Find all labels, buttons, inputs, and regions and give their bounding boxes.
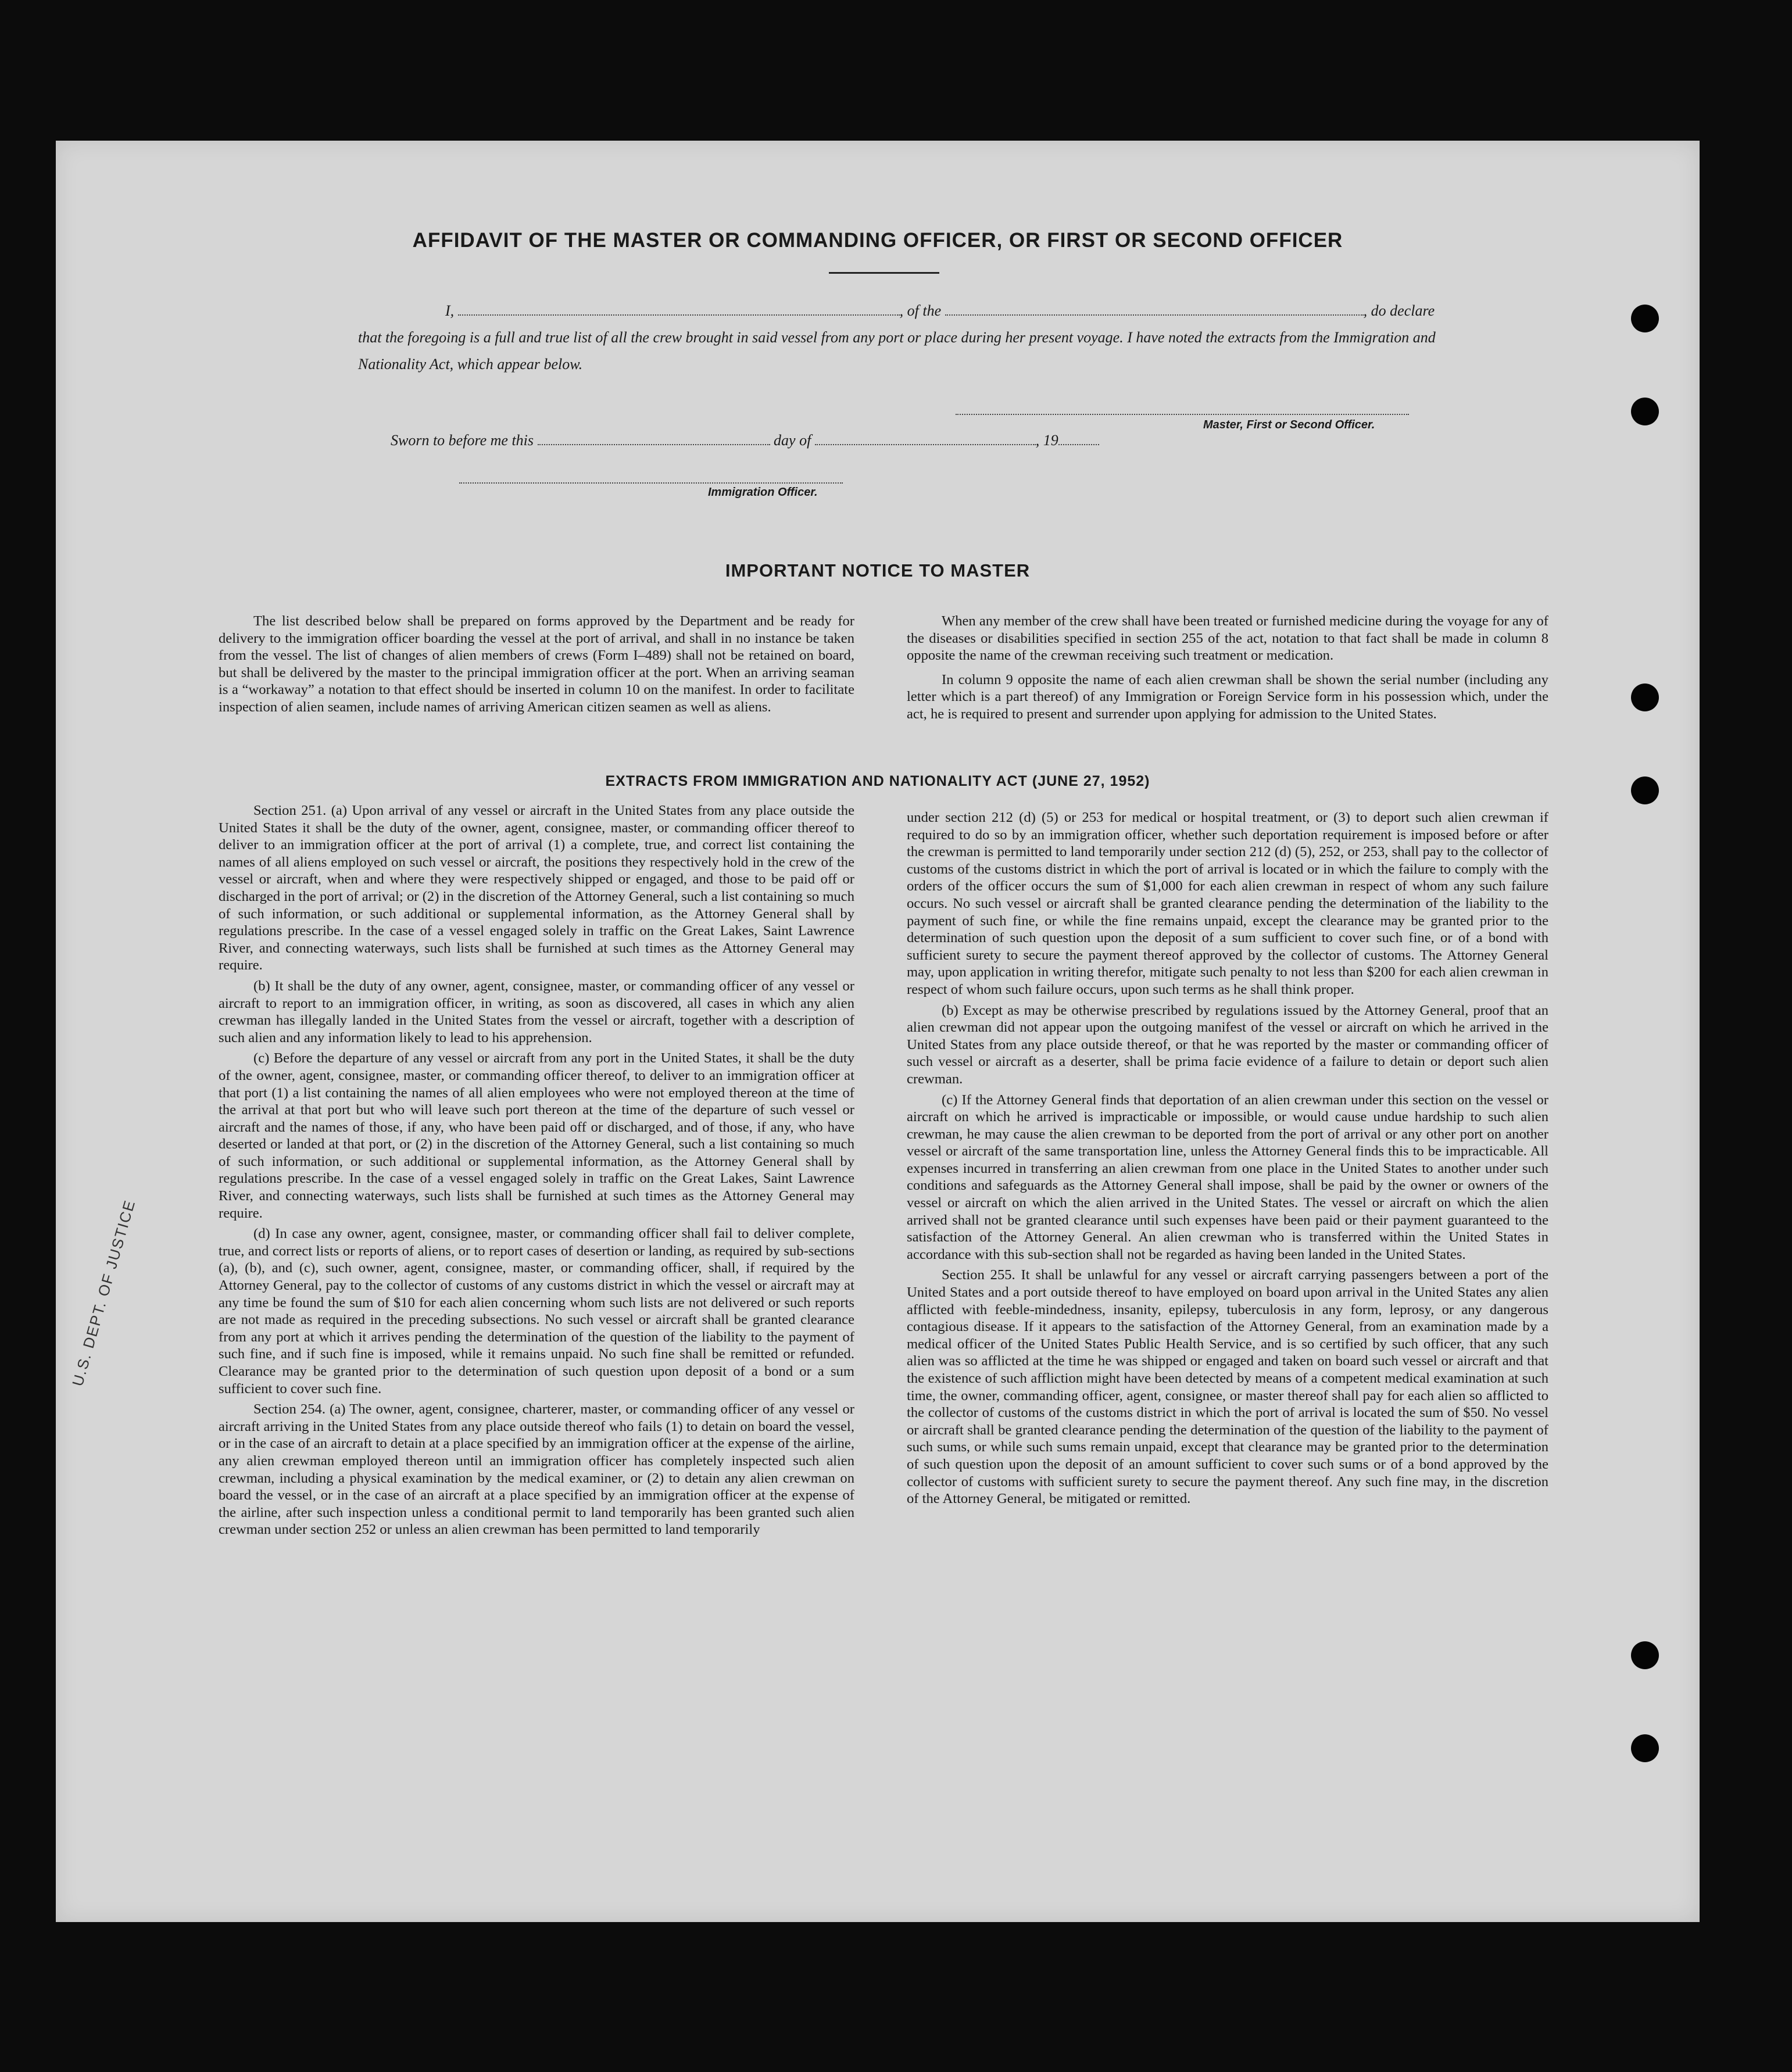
master-signature-line[interactable] (956, 414, 1409, 415)
title-divider (829, 272, 939, 274)
section-251-d: (d) In case any owner, agent, consignee, master, or commanding officer shall fail to deliver complete, true, and correct lists or reports of aliens, or to report cases of desertion or landing, as required by sub-sections (a), (b), and (c), such owner, agent, consignee, master, or commanding officer, shall, if required by the Attorney General, pay to the collector of customs of any customs district in which the vessel or aircraft may at any time be found the sum of $10 for each alien concerning whom such lists are not delivered or such reports are not made as required in the preceding subsections. No such vessel or aircraft shall be granted clearance from any port at which it arrives pending the determination of the question of the liability to the payment of such fine, and if such fine is imposed, while it remains unpaid. No such fine shall be remitted or refunded. Clearance may be granted prior to the determination of such question upon deposit of a bond or a sum sufficient to cover such fine. (219, 1226, 854, 1397)
section-255: Section 255. It shall be unlawful for any vessel or aircraft carrying passengers between a port of the United States and a port outside thereof to have employed on board upon arrival in the United States any alien afflicted with feeble-mindedness, insanity, epilepsy, tuberculosis in any form, leprosy, or any dangerous contagious disease. If it appears to the satisfaction of the Attorney General, from an examination made by a medical officer of the United States Public Health Service, and is so certified by such officer, that any such alien was so afflicted at the time he was shipped or engaged and taken on board such vessel or aircraft and that the existence of such affliction might have been detected by means of a competent medical examination at such time, the owner, commanding officer, agent, consignee, or master thereof shall pay for each alien so afflicted to the collector of customs of the customs district in which the port of arrival is located the sum of $50. No vessel or aircraft shall be granted clearance pending the determination of the question of the liability to the payment of such sums, or while such sums remain unpaid, except that clearance may be granted prior to the determination of such question upon the deposit of an amount sufficient to cover such sums or of a bond approved by the collector of customs with sufficient surety to secure the payment thereof. Any such fine may, in the discretion of the Attorney General, be mitigated or remitted. (907, 1267, 1548, 1507)
section-254-a: Section 254. (a) The owner, agent, consignee, charterer, master, or commanding officer of any vessel or aircraft arriving in the United States from any place outside thereof who fails (1) to detain on board the vessel, or in the case of an aircraft to detain at a place specified by an immigration officer at the expense of the airline, any alien crewman employed thereon until an immigration officer has completely inspected such alien crewman, including a physical examination by the medical examiner, or (2) to detain any alien crewman on board the vessel, or in the case of an aircraft at a place specified by an immigration officer at the expense of the airline, after such inspection unless a conditional permit to land temporarily has been granted such alien crewman under section 252 or unless an alien crewman has been permitted to land temporarily (219, 1401, 854, 1538)
notice-right-column (907, 613, 1548, 723)
section-251-b: (b) It shall be the duty of any owner, agent, consignee, master, or commanding officer of any vessel or aircraft to report to an immigration officer, in writing, as soon as discovered, all cases in which any alien crewman has illegally landed in the United States from the vessel or aircraft, together with a description of such alien and any information likely to lead to his apprehension. (219, 978, 854, 1046)
affidavit-title: AFFIDAVIT OF THE MASTER OR COMMANDING OFFICER, OR FIRST OR SECOND OFFICER (412, 229, 1343, 252)
extracts-title: EXTRACTS FROM IMMIGRATION AND NATIONALITY ACT (JUNE 27, 1952) (605, 773, 1150, 789)
declaration-do-declare: , do declare (1363, 302, 1435, 319)
sworn-day-field[interactable] (538, 431, 770, 445)
officer-signature-line[interactable] (459, 482, 843, 484)
section-254-b: (b) Except as may be otherwise prescribed by regulations issued by the Attorney General, proof that an alien crewman did not appear upon the outgoing manifest of the vessel or aircraft on which he arrived in the United States from any place outside thereof, or that he was reported by the master or commanding officer of such vessel or aircraft as a deserter, shall be prima facie evidence of a failure to detain or deport such alien crewman. (907, 1002, 1548, 1087)
extracts-left-column (219, 802, 854, 1538)
notice-left-paragraph: The list described below shall be prepared on forms approved by the Department and be ready for delivery to the immigration officer boarding the vessel at the port of arrival, and shall in no instance be taken from the vessel. The list of changes of alien members of crews (Form I–489) shall not be retained on board, but shall be delivered by the master to the principal immigration officer at the port. When an arriving seaman is a “workaway” a notation to that effect should be inserted in column 10 on the manifest. In order to facilitate inspection of alien seamen, include names of arriving American citizen seamen as well as aliens. (219, 613, 854, 715)
notice-right-paragraph-2: In column 9 opposite the name of each alien crewman shall be shown the serial number (including any letter which is a part thereof) of any Immigration or Foreign Service form in his possession which, under the act, he is required to present and surrender upon applying for admission to the United States. (907, 671, 1548, 722)
punch-hole (1631, 776, 1659, 804)
punch-hole (1631, 1641, 1659, 1669)
punch-hole (1631, 398, 1659, 425)
notice-left-column (219, 613, 854, 716)
declaration-i: I, (445, 302, 455, 319)
master-signature-label: Master, First or Second Officer. (1203, 418, 1375, 431)
sworn-month-field[interactable] (815, 431, 1036, 445)
section-254-a-continued: under section 212 (d) (5) or 253 for medical or hospital treatment, or (3) to deport such alien crewman if required to do so by an immigration officer, whether such deportation requirement is imposed before or after the crewman is permitted to land temporarily under section 212 (d) (5), 252, or 253, shall pay to the collector of customs of the customs district in which the port of arrival is located or in which the failure to comply with the orders of the officer occurs the sum of $1,000 for each alien crewman in respect of whom any such failure occurs. No such vessel or aircraft shall be granted clearance pending the determination of the liability to the payment of such fine, or while the fine remains unpaid, except the clearance may be granted prior to the determination of such question upon the deposit of a sum sufficient to cover such fine, or of a bond with sufficient surety to secure the payment thereof approved by the collector of customs. The Attorney General may, upon application in writing therefor, mitigate such penalty to not less than $200 for each alien crewman in respect of whom such failure occurs, upon such terms as he shall think proper. (907, 810, 1548, 997)
officer-signature-label: Immigration Officer. (708, 486, 818, 499)
punch-hole (1631, 683, 1659, 711)
justice-stamp: U.S. DEPT. OF JUSTICE (69, 1197, 139, 1389)
sworn-day-of: day of (774, 432, 811, 449)
document-page (56, 141, 1700, 1922)
section-251-a: Section 251. (a) Upon arrival of any vessel or aircraft in the United States from any place outside the United States it shall be the duty of the owner, agent, consignee, master, or commanding officer thereof to deliver to an immigration officer at the port of arrival (1) a complete, true, and correct list containing the names of all aliens employed on such vessel or aircraft, the positions they respectively hold in the crew of the vessel or aircraft, when and where they were respectively shipped or engaged, and those to be paid off or discharged in the port of arrival; or (2) in the discretion of the Attorney General, such a list containing so much of such information, or such additional or supplemental information, as the Attorney General shall by regulations prescribe. In the case of a vessel engaged solely in traffic on the Great Lakes, Saint Lawrence River, and connecting waterways, such lists shall be furnished at such times as the Attorney General may require. (219, 803, 854, 974)
section-254-c: (c) If the Attorney General finds that deportation of an alien crewman under this section on the vessel or aircraft on which he arrived is impracticable or impossible, or would cause undue hardship to such alien crewman, he may cause the alien crewman to be deported from the port of arrival or any other port on another vessel or aircraft of the same transportation line, unless the Attorney General finds this to be impracticable. All expenses incurred in transferring an alien crewman from one place in the United States to another under such conditions and safeguards as the Attorney General shall impose, shall be paid by the owner or owners of the vessel or aircraft on which the alien arrived in the United States. The vessel or aircraft on which the alien arrived shall not be granted clearance until such expenses have been paid or their payment guaranteed to the satisfaction of the Attorney General. An alien crewman who is transferred within the United States in accordance with this sub-section shall not be regarded as having been landed in the United States. (907, 1092, 1548, 1262)
declaration-text: that the foregoing is a full and true list of all the crew brought in said vessel from any port or place during her present voyage. I have noted the extracts from the Immigration and Nationality Act, which appear below. (358, 329, 1436, 373)
vessel-name-field[interactable] (945, 300, 1364, 316)
declaration-of-the: , of the (899, 302, 942, 319)
notice-title: IMPORTANT NOTICE TO MASTER (725, 560, 1031, 581)
master-name-field[interactable] (458, 300, 900, 316)
sworn-before: Sworn to before me this (391, 432, 534, 449)
punch-hole (1631, 1734, 1659, 1762)
notice-right-paragraph-1: When any member of the crew shall have been treated or furnished medicine during the voyage for any of the diseases or disabilities specified in section 255 of the act, notation to that fact shall be made in column 8 opposite the name of the crewman receiving such treatment or medication. (907, 613, 1548, 664)
section-251-c: (c) Before the departure of any vessel or aircraft from any port in the United States, it shall be the duty of the owner, agent, consignee, master, or commanding officer thereof, to deliver to an immigration officer at that port (1) a list containing the names of all alien employees who were not employed thereon at the time of the arrival at that port but who will leave such port thereon at the time of the departure of such vessel or aircraft and the names of those, if any, who have been paid off or discharged, and of those, if any, who have deserted or landed at that port, or (2) in the discretion of the Attorney General, such a list containing so much of such information, or such additional or supplemental information, as the Attorney General shall by regulations prescribe. In the case of a vessel engaged solely in traffic on the Great Lakes, Saint Lawrence River, and connecting waterways, such lists shall be furnished at such times as the Attorney General may require. (219, 1050, 854, 1221)
extracts-right-column (907, 809, 1548, 1508)
declaration (358, 298, 1462, 378)
sworn-statement (391, 431, 1099, 449)
punch-hole (1631, 305, 1659, 332)
sworn-year: , 19 (1035, 432, 1058, 449)
sworn-year-field[interactable] (1058, 431, 1099, 445)
